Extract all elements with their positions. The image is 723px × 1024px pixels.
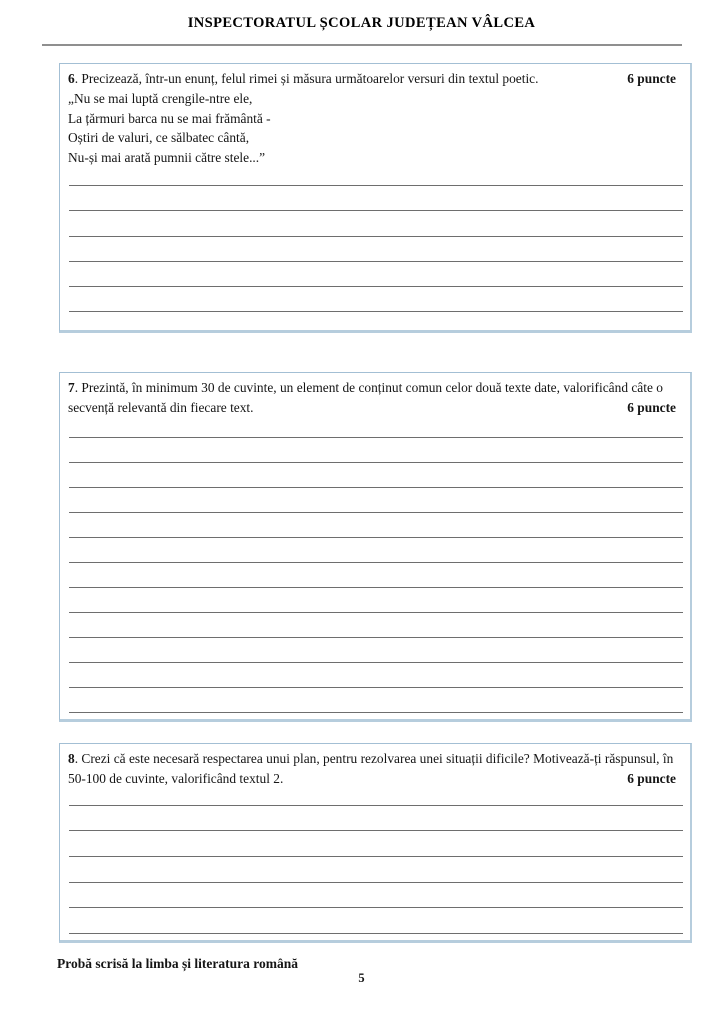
answer-line [69,413,683,438]
verse-line: Oștiri de valuri, ce sălbatec cântă, [68,130,250,145]
answer-line [69,186,683,211]
question-text [68,69,678,89]
answer-lines [69,780,683,934]
points-label: 6 puncte [627,771,676,786]
answer-line [69,883,683,909]
answer-line [69,211,683,236]
answer-line [69,463,683,488]
answer-line [69,588,683,613]
question-number: 8 [68,751,75,766]
question-body: . Crezi că este necesară respectarea unui plan, pentru rezolvarea unei situații dificile? Motivează-ți răspunsul, în 50-100 de cuvinte, valorificând textul 2. [68,751,674,786]
answer-lines [69,161,683,312]
question-7-box [59,372,692,722]
verse-line: La țărmuri barca nu se mai frământă - [68,110,271,126]
answer-line [69,563,683,588]
answer-line [69,780,683,806]
answer-line [69,908,683,934]
page-number: 5 [358,971,365,985]
question-body: . Prezintă, în minimum 30 de cuvinte, un element de conținut comun celor două texte date, valorificând câte o secvență relevantă din fiecare text. [68,380,663,415]
answer-line [69,638,683,663]
header-divider [42,44,682,46]
answer-line [69,161,683,186]
question-body: . Precizează, într-un enunț, felul rimei și măsura următoarelor versuri din textul poetic. [74,71,539,86]
question-number: 7 [68,380,75,395]
answer-line [69,857,683,883]
question-8-box [59,743,692,943]
answer-line [69,663,683,688]
question-6-box [59,63,692,333]
answer-line [69,538,683,563]
verse-line: Nu-și mai arată pumnii către stele...” [68,149,266,165]
answer-line [69,262,683,287]
question-number: 6 [68,71,75,86]
question-text [68,378,678,418]
answer-lines [69,413,683,713]
answer-line [69,513,683,538]
answer-line [69,831,683,857]
answer-line [69,488,683,513]
answer-line [69,688,683,713]
answer-line [69,287,683,312]
points-label: 6 puncte [627,400,676,415]
verse-quote [68,89,678,167]
answer-line [69,613,683,638]
footer-exam-label: Probă scrisă la limba și literatura română [57,956,298,971]
answer-line [69,438,683,463]
answer-line [69,237,683,262]
points-label: 6 puncte [627,71,676,86]
page-title: INSPECTORATUL ȘCOLAR JUDEȚEAN VÂLCEA [187,15,536,31]
answer-line [69,806,683,832]
verse-line: „Nu se mai luptă crengile-ntre ele, [68,91,253,106]
